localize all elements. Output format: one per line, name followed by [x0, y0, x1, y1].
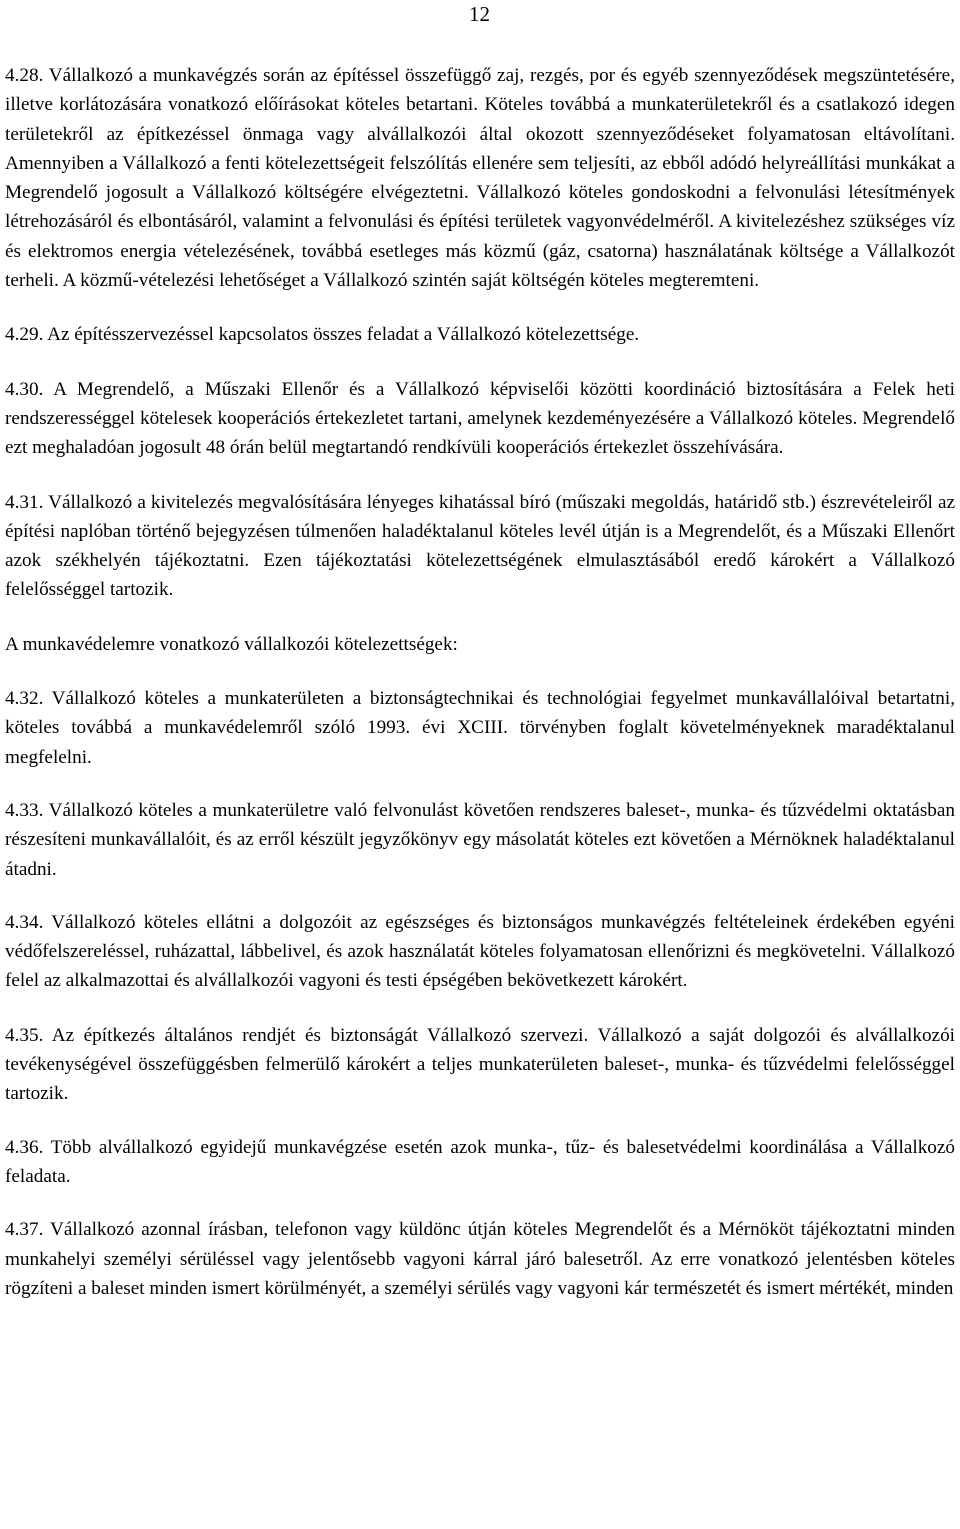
paragraph-4-29: 4.29. Az építésszervezéssel kapcsolatos összes feladat a Vállalkozó kötelezettsége.	[5, 324, 640, 346]
paragraph-4-34: 4.34. Vállalkozó köteles ellátni a dolgozóit az egészséges és biztonságos munkavégzés feltételeinek érdekében egyéni védőfelszereléssel, ruházattal, lábbelivel, és azok használatát köteles folyamatosan ellenőrizni és megkövetelni. Vállalkozó felel az alkalmazottai és alvállalkozói vagyoni és testi épségében bekövetkezett károkért.	[5, 911, 955, 992]
document-body	[5, 61, 955, 1303]
section-heading-occupational-safety: A munkavédelemre vonatkozó vállalkozói kötelezettségek:	[5, 633, 458, 655]
paragraph-4-30: 4.30. A Megrendelő, a Műszaki Ellenőr és a Vállalkozó képviselői közötti koordináció biztosítására a Felek heti rendszerességgel kötelesek kooperációs értekezletet tartani, amelynek kezdeményezésére a Vállalkozó köteles. Megrendelő ezt meghaladóan jogosult 48 órán belül megtartandó rendkívüli kooperációs értekezlet összehívására.	[5, 378, 955, 459]
paragraph-4-32: 4.32. Vállalkozó köteles a munkaterületen a biztonságtechnikai és technológiai fegyelmet munkavállalóival betartatni, köteles továbbá a munkavédelemről szóló 1993. évi XCIII. törvényben foglalt követelményeknek maradéktalanul megfelelni.	[5, 688, 955, 768]
paragraph-4-35: 4.35. Az építkezés általános rendjét és biztonságát Vállalkozó szervezi. Vállalkozó a saját dolgozói és alvállalkozói tevékenységével összefüggésben felmerülő károkért a teljes munkaterületen baleset-, munka- és tűzvédelmi felelősséggel tartozik.	[5, 1024, 955, 1105]
paragraph-4-33: 4.33. Vállalkozó köteles a munkaterületre való felvonulást követően rendszeres baleset-, munka- és tűzvédelmi oktatásban részesíteni munkavállalóit, és az erről készült jegyzőkönyv egy másolatát köteles ezt követően a Mérnöknek haladéktalanul átadni.	[5, 799, 955, 880]
paragraph-4-37: 4.37. Vállalkozó azonnal írásban, telefonon vagy küldönc útján köteles Megrendelőt és a Mérnököt tájékoztatni minden munkahelyi személyi sérüléssel vagy jelentősebb vagyoni kárral járó balesetről. Az erre vonatkozó jelentésben köteles rögzíteni a baleset minden ismert körülményét, a személyi sérülés vagy vagyoni kár természetét és ismert mértékét, minden	[5, 1219, 955, 1299]
paragraph-4-28: 4.28. Vállalkozó a munkavégzés során az építéssel összefüggő zaj, rezgés, por és egyéb szennyeződések megszüntetésére, illetve korlátozására vonatkozó előírásokat köteles betartani. Köteles továbbá a munkaterületekről és a csatlakozó idegen területekről az építkezéssel önmaga vagy alvállalkozói által okozott szennyeződéseket folyamatosan eltávolítani. Amennyiben a Vállalkozó a fenti kötelezettségeit felszólítás ellenére sem teljesíti, az ebből adódó helyreállítási munkákat a Megrendelő jogosult a Vállalkozó költségére elvégeztetni. Vállalkozó köteles gondoskodni a felvonulási létesítmények létrehozásáról és elbontásáról, valamint a felvonulási és építési területek vagyonvédelméről. A kivitelezéshez szükséges víz és elektromos energia vételezésének, továbbá esetleges más közmű (gáz, csatorna) használatának költsége a Vállalkozót terheli. A közmű-vételezési lehetőséget a Vállalkozó szintén saját költségén köteles megteremteni.	[5, 65, 955, 292]
page-number: 12	[469, 2, 490, 26]
paragraph-4-36: 4.36. Több alvállalkozó egyidejű munkavégzése esetén azok munka-, tűz- és balesetvédelmi koordinálása a Vállalkozó feladata.	[5, 1136, 955, 1187]
paragraph-4-31: 4.31. Vállalkozó a kivitelezés megvalósítására lényeges kihatással bíró (műszaki megoldás, határidő stb.) észrevételeiről az építési naplóban történő bejegyzésen túlmenően haladéktalanul köteles levél útján is a Megrendelőt, és a Műszaki Ellenőrt azok székhelyén tájékoztatni. Ezen tájékoztatási kötelezettségének elmulasztásából eredő károkért a Vállalkozó felelősséggel tartozik.	[5, 491, 955, 601]
